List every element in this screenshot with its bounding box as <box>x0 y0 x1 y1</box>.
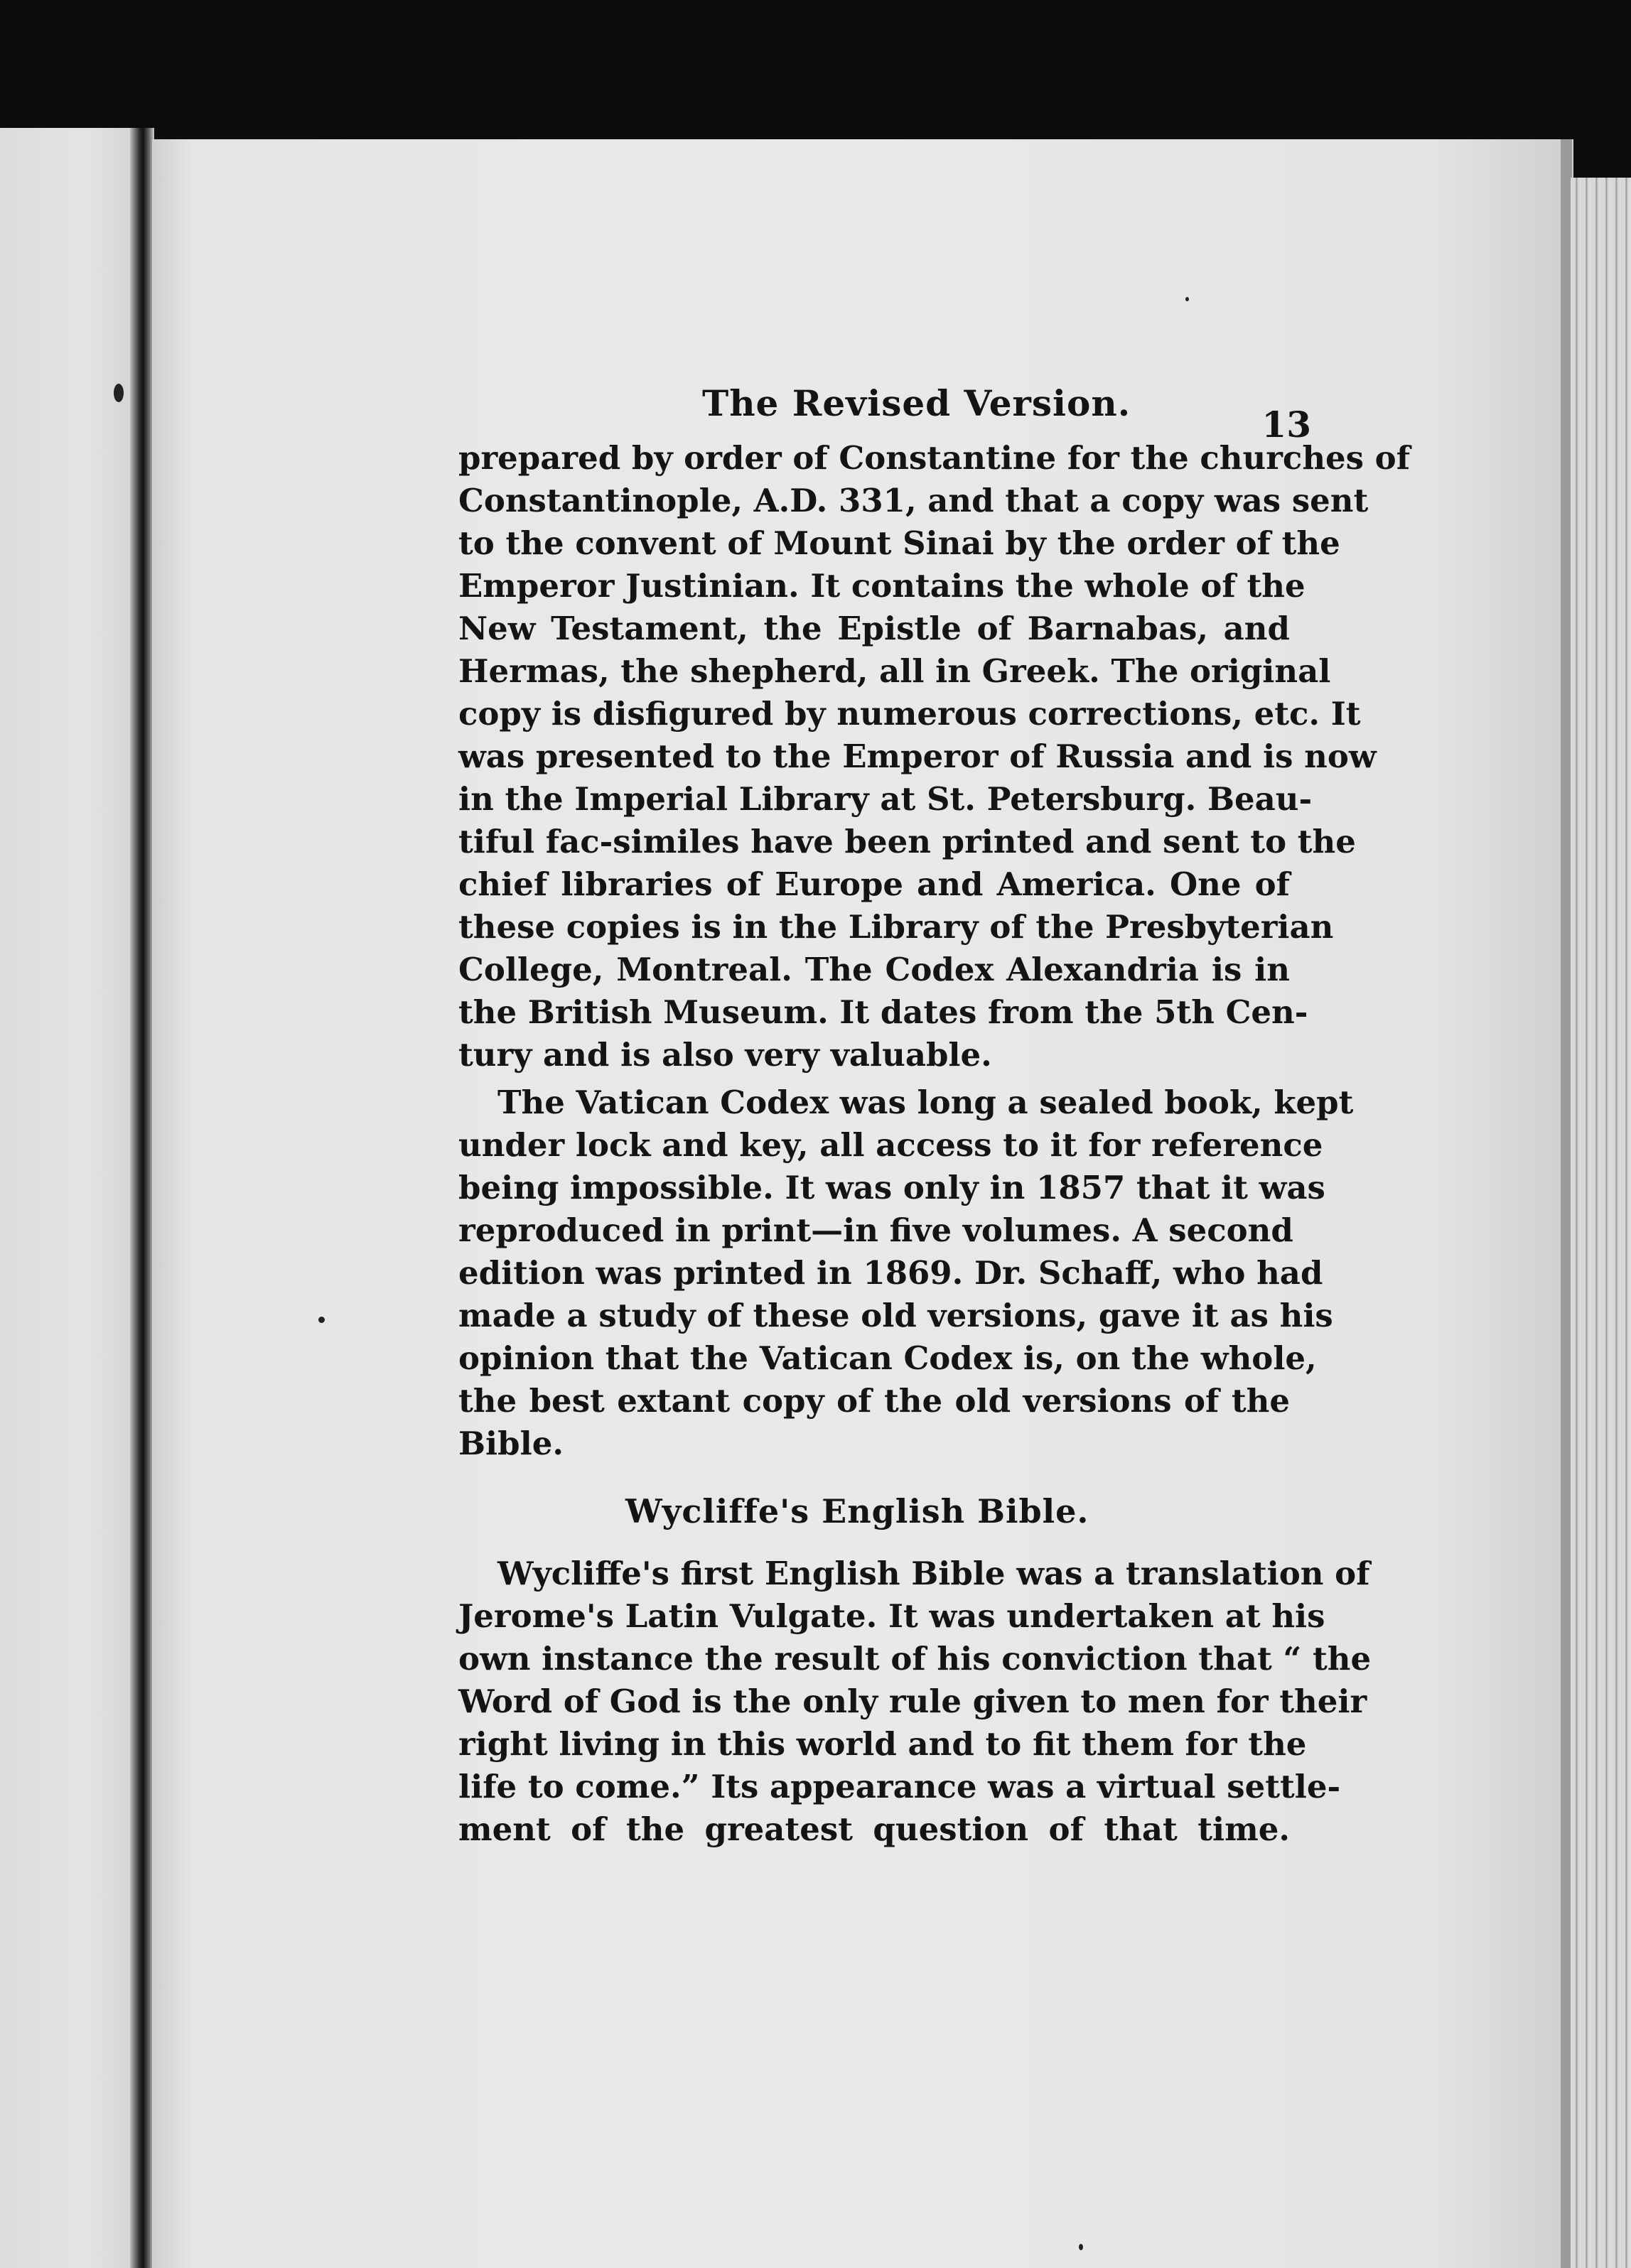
print-speck <box>1079 2244 1083 2250</box>
page-number: 13 <box>1261 404 1311 446</box>
page-stack-edges <box>1571 178 1631 2268</box>
text-line: was presented to the Emperor of Russia and is now <box>458 738 1377 775</box>
scanner-background <box>0 0 1631 128</box>
text-line: opinion that the Vatican Codex is, on the whole, <box>458 1339 1317 1377</box>
text-line: copy is disfigured by numerous corrections, etc. It <box>458 695 1361 733</box>
book-gutter <box>130 128 154 2268</box>
text-line: life to come.” Its appearance was a virtual settle- <box>458 1768 1341 1805</box>
paragraph-wycliffe-bible <box>458 1552 1372 1851</box>
text-line: Constantinople, A.D. 331, and that a copy was sent <box>458 482 1369 519</box>
text-line: ment of the greatest question of that time. <box>458 1810 1290 1848</box>
text-line: Bible. <box>458 1425 564 1462</box>
text-line: prepared by order of Constantine for the churches of <box>458 439 1411 477</box>
text-line: in the Imperial Library at St. Petersburg. Beau- <box>458 780 1313 818</box>
text-line: these copies is in the Library of the Presbyterian <box>458 908 1334 946</box>
text-line: Wycliffe's first English Bible was a translation of <box>497 1555 1370 1592</box>
text-line: being impossible. It was only in 1857 that it was <box>458 1169 1325 1206</box>
text-line: The Vatican Codex was long a sealed book, kept <box>497 1084 1354 1121</box>
text-line: chief libraries of Europe and America. One of <box>458 865 1290 903</box>
paragraph-codex-sinaiticus <box>458 437 1411 1076</box>
text-line: to the convent of Mount Sinai by the order of the <box>458 524 1340 562</box>
text-line: Emperor Justinian. It contains the whole of the <box>458 567 1306 605</box>
text-line: Jerome's Latin Vulgate. It was undertaken at his <box>458 1597 1325 1635</box>
print-speck <box>114 384 124 402</box>
text-line: under lock and key, all access to it for reference <box>458 1126 1323 1164</box>
text-line: College, Montreal. The Codex Alexandria is in <box>458 951 1290 988</box>
text-line: Hermas, the shepherd, all in Greek. The original <box>458 652 1331 690</box>
text-line: reproduced in print—in five volumes. A second <box>458 1211 1293 1249</box>
text-line: Word of God is the only rule given to men for their <box>458 1683 1367 1720</box>
text-line: the best extant copy of the old versions of the <box>458 1382 1290 1420</box>
paragraph-vatican-codex <box>458 1081 1354 1465</box>
section-heading: Wycliffe's English Bible. <box>625 1492 1089 1530</box>
text-line: own instance the result of his conviction that “ the <box>458 1640 1372 1678</box>
running-head: The Revised Version. <box>702 382 1131 424</box>
print-speck <box>1185 297 1189 301</box>
text-line: tury and is also very valuable. <box>458 1036 992 1074</box>
text-line: the British Museum. It dates from the 5th Cen- <box>458 993 1308 1031</box>
print-speck <box>318 1317 325 1323</box>
text-line: New Testament, the Epistle of Barnabas, and <box>458 610 1290 647</box>
text-line: made a study of these old versions, gave it as his <box>458 1297 1333 1334</box>
text-line: right living in this world and to fit them for the <box>458 1725 1307 1763</box>
text-line: tiful fac-similes have been printed and sent to the <box>458 823 1356 860</box>
facing-page-edge <box>0 128 146 2268</box>
text-line: edition was printed in 1869. Dr. Schaff, who had <box>458 1254 1323 1292</box>
